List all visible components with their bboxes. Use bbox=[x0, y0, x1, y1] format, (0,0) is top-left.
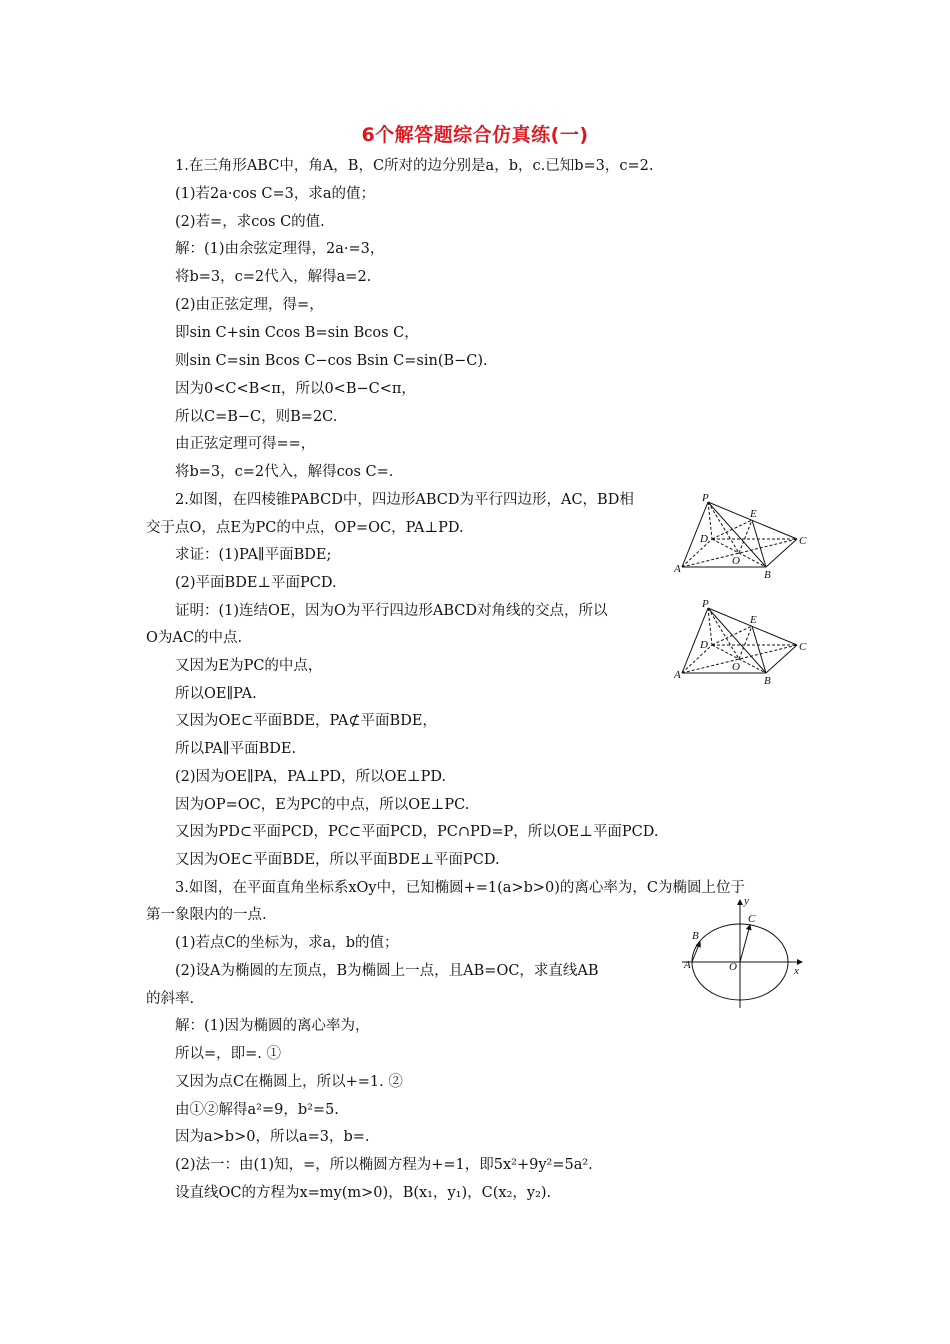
text-line: 将b=3，c=2代入，解得cos C=. bbox=[175, 464, 394, 480]
pyramid-figure bbox=[672, 492, 812, 578]
label-C: C bbox=[799, 535, 807, 547]
text-line: (2)平面BDE⊥平面PCD. bbox=[175, 575, 337, 591]
text-line: (2)因为OE∥PA，PA⊥PD，所以OE⊥PD. bbox=[175, 769, 447, 785]
text-line: 因为OP=OC，E为PC的中点，所以OE⊥PC. bbox=[175, 797, 470, 813]
text-line: 由①②解得a²=9，b²=5. bbox=[175, 1102, 339, 1118]
label-C: C bbox=[748, 913, 756, 925]
label-E: E bbox=[750, 614, 757, 626]
label-O: O bbox=[729, 961, 737, 973]
text-line: 交于点O，点E为PC的中点，OP=OC，PA⊥PD. bbox=[146, 520, 464, 536]
text-line: 1.在三角形ABC中，角A，B，C所对的边分别是a，b，c.已知b=3，c=2. bbox=[175, 158, 654, 174]
text-line: 又因为OE⊂平面BDE，所以平面BDE⊥平面PCD. bbox=[175, 852, 500, 868]
text-line: 又因为PD⊂平面PCD，PC⊂平面PCD，PC∩PD=P，所以OE⊥平面PCD. bbox=[175, 824, 659, 840]
text-line: 解：(1)由余弦定理得，2a·=3， bbox=[175, 241, 385, 257]
text-line: 求证：(1)PA∥平面BDE; bbox=[175, 547, 332, 563]
ellipse-figure bbox=[674, 892, 808, 1012]
text-line: 所以=，即=. ① bbox=[175, 1046, 282, 1062]
text-line: (1)若2a·cos C=3，求a的值； bbox=[175, 186, 376, 202]
text-line: (1)若点C的坐标为，求a，b的值； bbox=[175, 935, 399, 951]
text-line: 则sin C=sin Bcos C−cos Bsin C=sin(B−C). bbox=[175, 353, 488, 369]
label-O: O bbox=[732, 661, 740, 673]
label-P: P bbox=[702, 598, 709, 610]
label-y: y bbox=[744, 895, 749, 907]
text-line: O为AC的中点. bbox=[146, 630, 243, 646]
label-B: B bbox=[764, 675, 771, 684]
text-line: 2.如图，在四棱锥PABCD中，四边形ABCD为平行四边形，AC，BD相 bbox=[175, 492, 634, 508]
pyramid-figure bbox=[672, 598, 812, 684]
label-A: A bbox=[684, 959, 691, 971]
text-line: 所以C=B−C，则B=2C. bbox=[175, 409, 338, 425]
text-line: 将b=3，c=2代入，解得a=2. bbox=[175, 269, 372, 285]
label-D: D bbox=[700, 533, 708, 545]
label-B: B bbox=[692, 930, 699, 942]
text-line: (2)法一：由(1)知，=，所以椭圆方程为+=1，即5x²+9y²=5a². bbox=[175, 1157, 593, 1173]
text-line: 3.如图，在平面直角坐标系xOy中，已知椭圆+=1(a>b>0)的离心率为，C为椭圆上位于 bbox=[175, 880, 745, 896]
text-line: 证明：(1)连结OE，因为O为平行四边形ABCD对角线的交点，所以 bbox=[175, 603, 608, 619]
text-line: 解：(1)因为椭圆的离心率为， bbox=[175, 1018, 370, 1034]
text-line: 又因为OE⊂平面BDE，PA⊄平面BDE， bbox=[175, 713, 437, 729]
label-A: A bbox=[674, 669, 681, 681]
text-line: (2)若=，求cos C的值. bbox=[175, 214, 325, 230]
label-P: P bbox=[702, 492, 709, 504]
text-line: 设直线OC的方程为x=my(m>0)，B(x₁，y₁)，C(x₂，y₂). bbox=[175, 1185, 552, 1201]
text-line: 即sin C+sin Ccos B=sin Bcos C， bbox=[175, 325, 419, 341]
text-line: (2)设A为椭圆的左顶点，B为椭圆上一点，且AB=OC，求直线AB bbox=[175, 963, 599, 979]
text-line: 第一象限内的一点. bbox=[146, 907, 267, 923]
label-E: E bbox=[750, 508, 757, 520]
text-line: 所以OE∥PA. bbox=[175, 686, 257, 702]
text-line: 所以PA∥平面BDE. bbox=[175, 741, 297, 757]
label-x: x bbox=[794, 965, 799, 977]
text-line: (2)由正弦定理，得=， bbox=[175, 297, 324, 313]
label-B: B bbox=[764, 569, 771, 578]
page-title: 6个解答题综合仿真练(一) bbox=[361, 124, 589, 146]
text-line: 的斜率. bbox=[146, 991, 195, 1007]
text-line: 因为a>b>0，所以a=3，b=. bbox=[175, 1129, 370, 1145]
label-D: D bbox=[700, 639, 708, 651]
text-line: 因为0<C<B<π，所以0<B−C<π， bbox=[175, 381, 416, 397]
text-line: 又因为点C在椭圆上，所以+=1. ② bbox=[175, 1074, 403, 1090]
text-line: 又因为E为PC的中点， bbox=[175, 658, 323, 674]
text-line: 由正弦定理可得==， bbox=[175, 436, 316, 452]
label-C: C bbox=[799, 641, 807, 653]
label-A: A bbox=[674, 563, 681, 575]
label-O: O bbox=[732, 555, 740, 567]
